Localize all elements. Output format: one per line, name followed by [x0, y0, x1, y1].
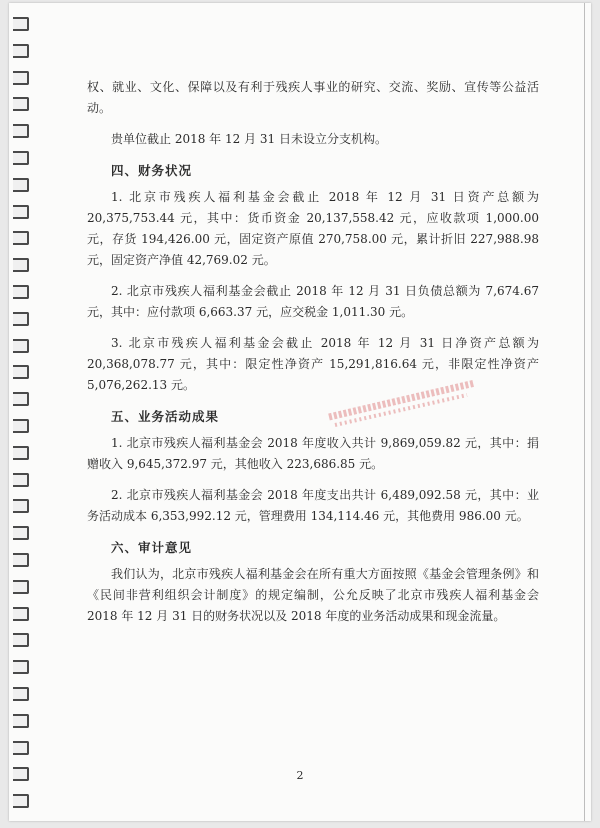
binding-hole	[13, 17, 29, 31]
binding-hole	[13, 687, 29, 701]
binding-hole	[13, 71, 29, 85]
binding-hole	[13, 714, 29, 728]
binding-holes	[9, 3, 35, 821]
page-number: 2	[296, 769, 304, 782]
binding-hole	[13, 44, 29, 58]
document-page	[9, 3, 591, 821]
paragraph-audit-opinion: 我们认为，北京市残疾人福利基金会在所有重大方面按照《基金会管理条例》和《民间非营利组织会计制度》的规定编制，公允反映了北京市残疾人福利基金会 2018 年 12 月 31 日的财务状况以及 2018 年度的业务活动成果和现金流量。	[87, 567, 539, 623]
binding-hole	[13, 473, 29, 487]
binding-hole	[13, 312, 29, 326]
binding-hole	[13, 553, 29, 567]
binding-hole	[13, 124, 29, 138]
paragraph-total-liabilities: 2. 北京市残疾人福利基金会截止 2018 年 12 月 31 日负债总额为 7,674.67 元，其中：应付款项 6,663.37 元，应交税金 1,011.30 元。	[87, 284, 539, 319]
binding-hole	[13, 151, 29, 165]
document-body	[87, 77, 539, 637]
binding-hole	[13, 580, 29, 594]
binding-hole	[13, 446, 29, 460]
binding-hole	[13, 365, 29, 379]
binding-hole	[13, 205, 29, 219]
binding-hole	[13, 419, 29, 433]
page-edge-line	[584, 3, 585, 821]
paragraph-branch-offices: 贵单位截止 2018 年 12 月 31 日未设立分支机构。	[111, 132, 387, 146]
heading-business-results: 五、业务活动成果	[111, 409, 220, 424]
binding-hole	[13, 526, 29, 540]
binding-hole	[13, 231, 29, 245]
paragraph-expenses: 2. 北京市残疾人福利基金会 2018 年度支出共计 6,489,092.58 元，其中：业务活动成本 6,353,992.12 元，管理费用 134,114.46 元，其他费用 986.00 元。	[87, 488, 539, 523]
binding-hole	[13, 285, 29, 299]
heading-financial-status: 四、财务状况	[111, 163, 193, 178]
binding-hole	[13, 633, 29, 647]
binding-hole	[13, 97, 29, 111]
binding-hole	[13, 392, 29, 406]
binding-hole	[13, 660, 29, 674]
binding-hole	[13, 499, 29, 513]
heading-audit-opinion: 六、审计意见	[111, 540, 193, 555]
binding-hole	[13, 178, 29, 192]
paragraph-scope-continuation: 权、就业、文化、保障以及有利于残疾人事业的研究、交流、奖励、宣传等公益活动。	[87, 80, 539, 115]
binding-hole	[13, 741, 29, 755]
paragraph-total-assets: 1. 北京市残疾人福利基金会截止 2018 年 12 月 31 日资产总额为 20,375,753.44 元，其中：货币资金 20,137,558.42 元，应收款项 1,000.00 元，存货 194,426.00 元，固定资产原值 270,758.00 元，累计折旧 227,988.98 元，固定资产净值 42,769.02 元。	[87, 190, 539, 267]
binding-hole	[13, 794, 29, 808]
binding-hole	[13, 258, 29, 272]
binding-hole	[13, 339, 29, 353]
binding-hole	[13, 607, 29, 621]
paragraph-income: 1. 北京市残疾人福利基金会 2018 年度收入共计 9,869,059.82 元，其中：捐赠收入 9,645,372.97 元，其他收入 223,686.85 元。	[87, 436, 539, 471]
paragraph-net-assets: 3. 北京市残疾人福利基金会截止 2018 年 12 月 31 日净资产总额为 20,368,078.77 元，其中：限定性净资产 15,291,816.64 元，非限定性净资产 5,076,262.13 元。	[87, 336, 539, 392]
